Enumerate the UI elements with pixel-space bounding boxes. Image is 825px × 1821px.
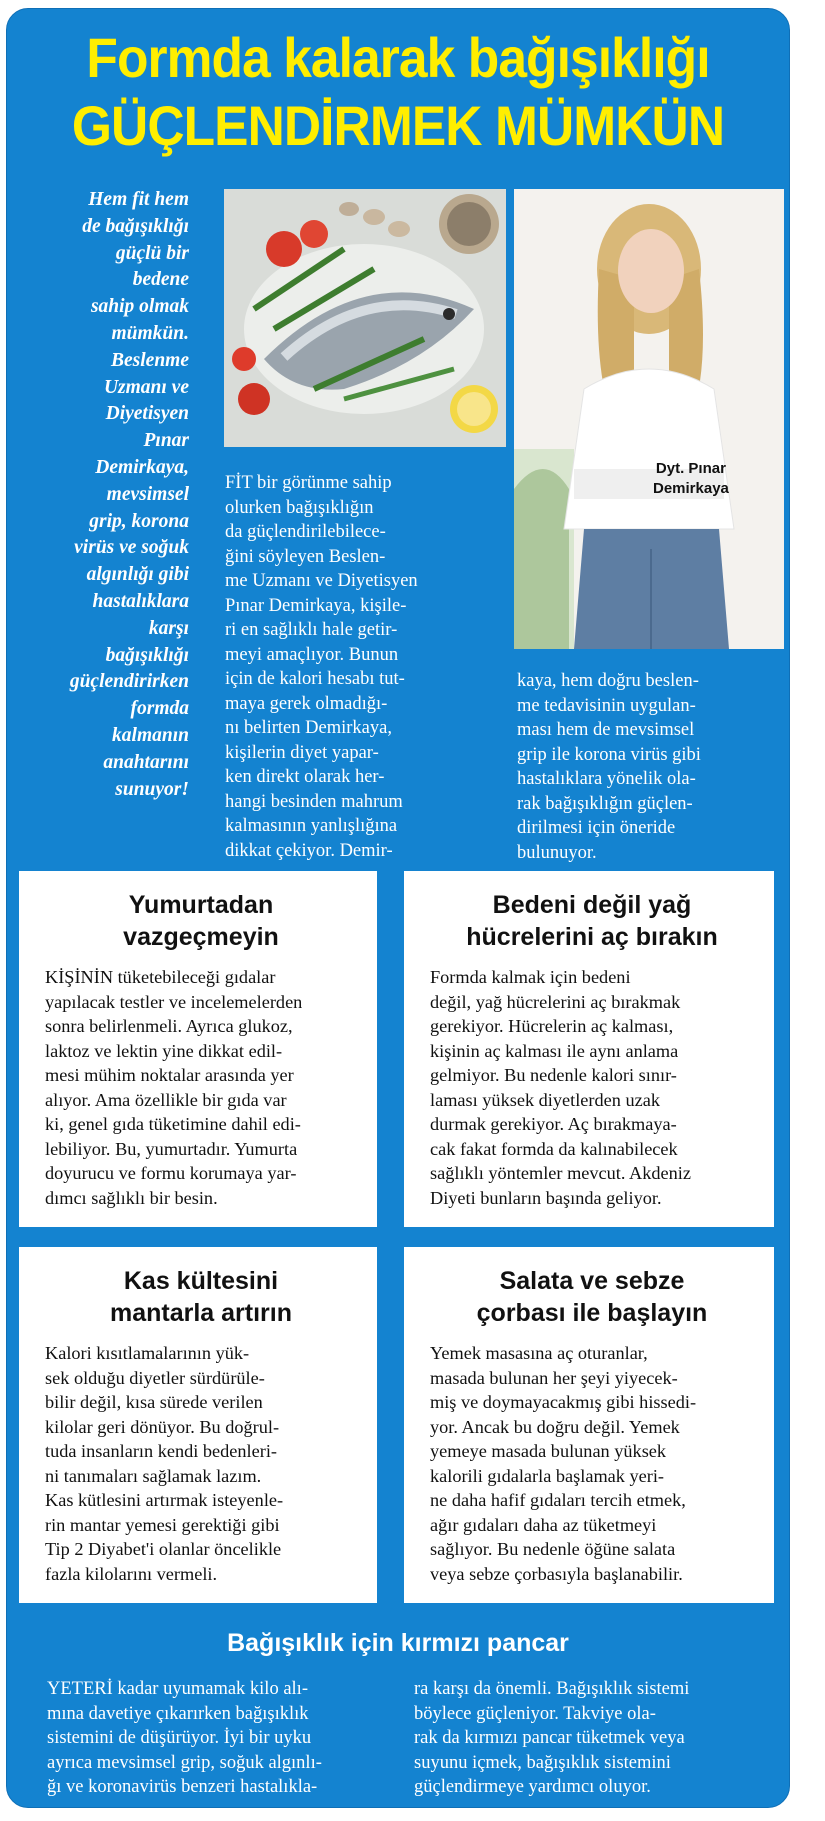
bottom-column-right xyxy=(414,1677,774,1800)
intro-line: hastalıklara xyxy=(92,590,189,612)
bottom-section-heading: Bağışıklık için kırmızı pancar xyxy=(227,1629,569,1657)
text-line: bulunuyor. xyxy=(517,842,597,863)
text-line: sağlıklı yöntemler mevcut. Akdeniz xyxy=(430,1163,691,1183)
text-line: ağır gıdaları daha az tüketmeyi xyxy=(430,1514,657,1535)
intro-line: kalmanın xyxy=(112,724,189,746)
intro-line: karşı xyxy=(148,617,189,639)
heading-line: Yumurtadan xyxy=(128,891,274,919)
text-line: nı belirten Demirkaya, xyxy=(225,718,392,738)
text-line: YETERİ kadar uyumamak kilo alı- xyxy=(47,1679,308,1699)
text-line: ra karşı da önemli. Bağışıklık sistemi xyxy=(414,1679,690,1699)
intro-line: algınlığı gibi xyxy=(86,564,189,586)
text-line: Diyeti bunların başında geliyor. xyxy=(430,1187,662,1208)
heading-line: Salata ve sebze xyxy=(499,1267,685,1295)
tip-heading xyxy=(45,889,357,953)
text-line: ması hem de mevsimsel xyxy=(517,720,695,740)
text-line: doyurucu ve formu korumaya yar- xyxy=(45,1163,297,1183)
text-line: kişinin aç kalması ile aynı anlama xyxy=(430,1040,679,1061)
text-line: fazla kilolarını vermeli. xyxy=(45,1563,218,1584)
intro-line: anahtarını xyxy=(103,751,189,773)
tip-body xyxy=(45,965,357,1210)
tip-heading xyxy=(45,1265,357,1329)
text-line: ken direkt olarak her- xyxy=(225,767,385,787)
intro-line: Pınar xyxy=(143,430,189,452)
intro-line: güçlü bir xyxy=(115,242,189,264)
tip-body xyxy=(430,1341,754,1586)
article-panel xyxy=(6,8,790,1808)
text-line: suyunu içmek, bağışıklık sistemini xyxy=(414,1752,671,1773)
text-line: dikkat çekiyor. Demir- xyxy=(225,840,393,861)
intro-line: formda xyxy=(130,698,189,720)
text-line: gelmiyor. Bu nedenle kalori sınır- xyxy=(430,1065,677,1085)
text-line: yor. Ancak bu doğru değil. Yemek xyxy=(430,1416,680,1437)
text-line: sek olduğu diyetler sürdürüle- xyxy=(45,1367,265,1388)
headline-line-1: Formda kalarak bağışıklığı xyxy=(86,26,710,89)
text-line: mesi mühim noktalar arasında yer xyxy=(45,1065,294,1085)
intro-line: güçlendirirken xyxy=(69,671,189,693)
intro-line: mevsimsel xyxy=(106,483,189,505)
food-photo xyxy=(224,189,506,447)
text-line: olurken bağışıklığın xyxy=(225,497,374,518)
heading-line: Kas kültesini xyxy=(123,1267,279,1295)
tip-box-fat-cells xyxy=(404,871,774,1227)
text-line: me tedavisinin uygulan- xyxy=(517,695,696,716)
text-line: ki, genel gıda tüketimine dahil edi- xyxy=(45,1114,301,1134)
heading-line: vazgeçmeyin xyxy=(123,923,279,951)
text-line: bilir değil, kısa sürede verilen xyxy=(45,1392,263,1412)
text-line: Formda kalmak için bedeni xyxy=(430,967,631,987)
caption-line: Demirkaya xyxy=(653,480,729,497)
text-line: yemeye masada bulunan yüksek xyxy=(430,1441,667,1461)
text-line: grip ile korona virüs gibi xyxy=(517,744,701,765)
intro-line: sahip olmak xyxy=(90,296,189,318)
text-line: da güçlendirilebilece- xyxy=(225,522,386,542)
text-line: durmak gerekiyor. Aç bırakmaya- xyxy=(430,1114,677,1134)
text-line: Yemek masasına aç oturanlar, xyxy=(430,1343,648,1363)
text-line: hangi besinden mahrum xyxy=(225,791,403,812)
text-line: sağlıyor. Bu nedenle öğüne salata xyxy=(430,1539,676,1559)
text-line: Kalori kısıtlamalarının yük- xyxy=(45,1343,250,1363)
text-line: laması yüksek diyetlerden uzak xyxy=(430,1089,660,1110)
text-line: hastalıklara yönelik ola- xyxy=(517,769,696,789)
intro-line: de bağışıklığı xyxy=(82,215,189,237)
text-line: ğini söyleyen Beslen- xyxy=(225,546,386,567)
intro-line: bedene xyxy=(132,269,189,291)
text-line: FİT bir görünme sahip xyxy=(225,473,392,493)
text-line: cak fakat formda da kalınabilecek xyxy=(430,1138,678,1159)
article-column-middle xyxy=(225,471,457,863)
text-line: lebiliyor. Bu, yumurtadır. Yumurta xyxy=(45,1138,298,1159)
intro-line: virüs ve soğuk xyxy=(74,537,189,559)
intro-line: mümkün. xyxy=(111,322,189,344)
headline-line-2: GÜÇLENDİRMEK MÜMKÜN xyxy=(71,94,725,157)
text-line: Kas kütlesini artırmak isteyenle- xyxy=(45,1490,284,1510)
photo-caption xyxy=(653,459,729,499)
dietitian-photo xyxy=(514,189,784,649)
text-line: laktoz ve lektin yine dikkat edil- xyxy=(45,1040,283,1061)
food-illustration xyxy=(224,189,506,447)
tip-heading xyxy=(430,1265,754,1329)
tip-box-mushroom xyxy=(19,1247,377,1603)
text-line: sonra belirlenmeli. Ayrıca glukoz, xyxy=(45,1016,293,1036)
bottom-column-left xyxy=(47,1677,407,1800)
tip-heading xyxy=(430,889,754,953)
person-illustration xyxy=(514,189,784,649)
text-line: gerekiyor. Hücrelerin aç kalması, xyxy=(430,1016,674,1036)
text-line: rak da kırmızı pancar tüketmek veya xyxy=(414,1728,685,1748)
text-line: maya gerek olmadığı- xyxy=(225,693,388,714)
intro-spot xyxy=(23,187,189,803)
text-line: ri en sağlıklı hale getir- xyxy=(225,620,398,640)
tip-box-salad xyxy=(404,1247,774,1603)
text-line: Pınar Demirkaya, kişile- xyxy=(225,595,407,616)
tip-box-eggs xyxy=(19,871,377,1227)
text-line: kilolar geri dönüyor. Bu doğrul- xyxy=(45,1416,280,1437)
intro-line: Diyetisyen xyxy=(105,403,189,425)
heading-line: hücrelerini aç bırakın xyxy=(466,923,718,951)
article-column-right xyxy=(517,669,775,865)
text-line: rak bağışıklığın güçlen- xyxy=(517,793,693,814)
text-line: ayrıca mevsimsel grip, soğuk algınlı- xyxy=(47,1752,322,1773)
text-line: Tip 2 Diyabet'i olanlar öncelikle xyxy=(45,1539,282,1559)
text-line: ne daha hafif gıdaları tercih etmek, xyxy=(430,1490,686,1510)
intro-line: grip, korona xyxy=(89,510,189,532)
text-line: meyi amaçlıyor. Bunun xyxy=(225,644,399,665)
text-line: böylece güçleniyor. Takviye ola- xyxy=(414,1703,656,1724)
heading-line: çorbası ile başlayın xyxy=(476,1299,708,1327)
text-line: kalorili gıdalarla başlamak yeri- xyxy=(430,1465,665,1486)
heading-line: mantarla artırın xyxy=(109,1299,292,1327)
text-line: masada bulunan her şeyi yiyecek- xyxy=(430,1367,678,1388)
text-line: veya sebze çorbasıyla başlanabilir. xyxy=(430,1563,683,1584)
text-line: ğı ve koronavirüs benzeri hastalıkla- xyxy=(47,1777,318,1797)
text-line: tuda insanların kendi bedenleri- xyxy=(45,1441,277,1461)
intro-line: Uzmanı ve xyxy=(103,376,189,398)
text-line: me Uzmanı ve Diyetisyen xyxy=(225,571,418,591)
intro-line: bağışıklığı xyxy=(105,644,189,666)
text-line: mına davetiye çıkarırken bağışıklık xyxy=(47,1703,309,1724)
heading-line: Bedeni değil yağ xyxy=(492,891,692,919)
text-line: yapılacak testler ve incelemelerden xyxy=(45,991,303,1012)
intro-line: Beslenme xyxy=(111,349,189,371)
text-line: dımcı sağlıklı bir besin. xyxy=(45,1187,218,1208)
text-line: güçlendirmeye yardımcı oluyor. xyxy=(414,1777,651,1797)
intro-line: Hem fit hem xyxy=(88,189,189,210)
caption-line: Dyt. Pınar xyxy=(655,460,726,477)
tip-body xyxy=(45,1341,357,1586)
intro-line: Demirkaya, xyxy=(95,456,189,478)
text-line: kaya, hem doğru beslen- xyxy=(517,671,699,691)
text-line: miş ve doymayacakmış gibi hissedi- xyxy=(430,1392,697,1412)
text-line: sistemini de düşürüyor. İyi bir uyku xyxy=(47,1728,312,1748)
text-line: alıyor. Ama özellikle bir gıda var xyxy=(45,1089,287,1110)
text-line: kişilerin diyet yapar- xyxy=(225,742,379,763)
text-line: kalmasının yanlışlığına xyxy=(225,816,398,836)
text-line: rin mantar yemesi gerektiği gibi xyxy=(45,1514,280,1535)
intro-line: sunuyor! xyxy=(115,778,189,800)
text-line: ni tanımaları sağlamak lazım. xyxy=(45,1465,262,1486)
text-line: dirilmesi için öneride xyxy=(517,818,676,838)
tip-body xyxy=(430,965,754,1210)
text-line: KİŞİNİN tüketebileceği gıdalar xyxy=(45,967,276,987)
text-line: için de kalori hesabı tut- xyxy=(225,669,405,689)
text-line: değil, yağ hücrelerini aç bırakmak xyxy=(430,991,681,1012)
